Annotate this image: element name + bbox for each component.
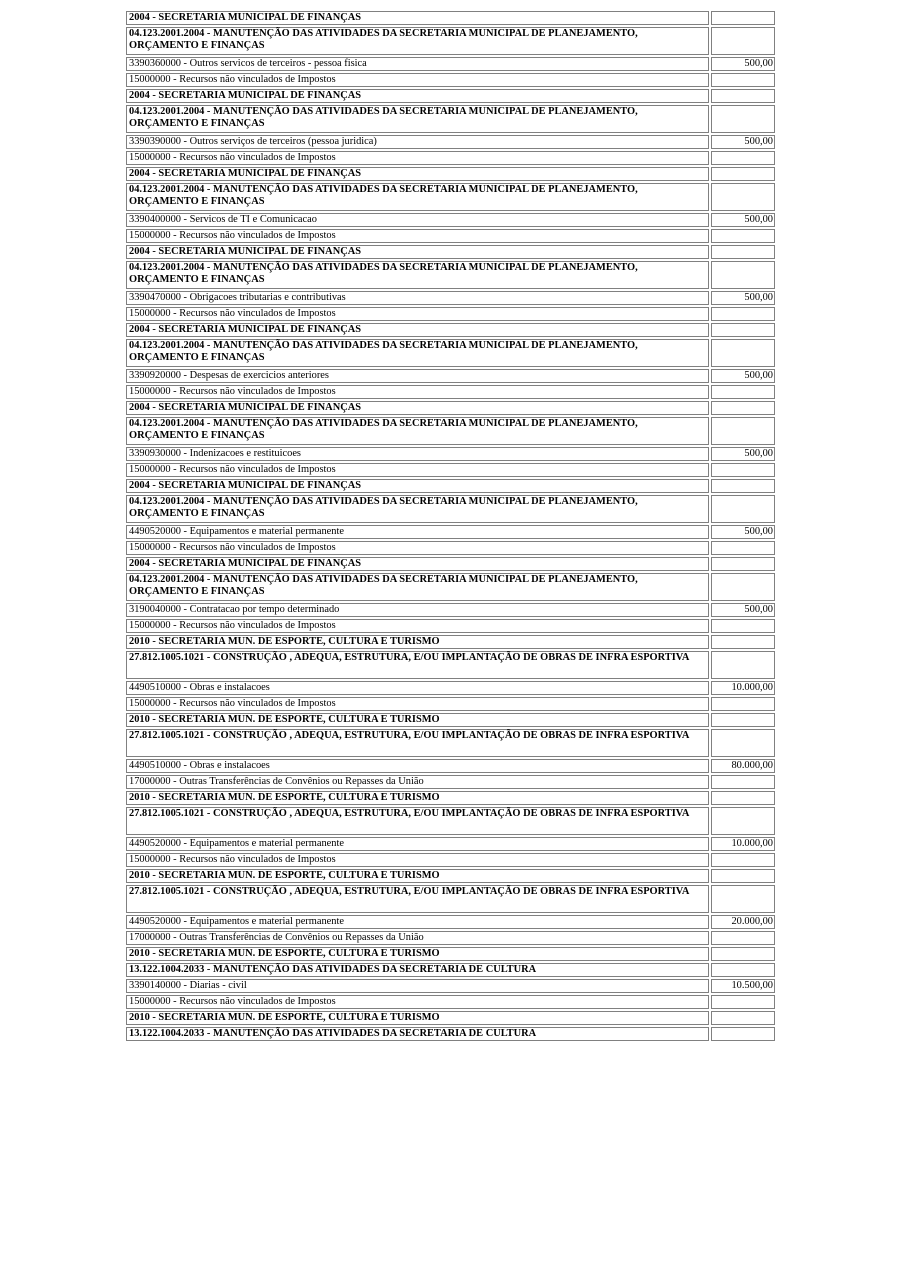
row-value: 500,00 bbox=[711, 213, 775, 227]
row-description: 04.123.2001.2004 - MANUTENÇÃO DAS ATIVIDADES DA SECRETARIA MUNICIPAL DE PLANEJAMENTO, ORÇAMENTO E FINANÇAS bbox=[126, 495, 709, 523]
row-value bbox=[711, 713, 775, 727]
row-description: 2004 - SECRETARIA MUNICIPAL DE FINANÇAS bbox=[126, 401, 709, 415]
row-description: 15000000 - Recursos não vinculados de Impostos bbox=[126, 229, 709, 243]
row-value: 500,00 bbox=[711, 57, 775, 71]
row-value bbox=[711, 557, 775, 571]
row-value bbox=[711, 183, 775, 211]
budget-table-sheet bbox=[126, 11, 775, 1041]
row-value bbox=[711, 229, 775, 243]
row-description: 2010 - SECRETARIA MUN. DE ESPORTE, CULTURA E TURISMO bbox=[126, 791, 709, 805]
table-row bbox=[126, 73, 775, 87]
org-header-row bbox=[126, 713, 775, 727]
row-value bbox=[711, 151, 775, 165]
table-row bbox=[126, 979, 775, 993]
row-description: 15000000 - Recursos não vinculados de Impostos bbox=[126, 853, 709, 867]
row-value bbox=[711, 1027, 775, 1041]
row-value bbox=[711, 73, 775, 87]
org-header-row bbox=[126, 167, 775, 181]
table-row bbox=[126, 853, 775, 867]
row-value bbox=[711, 619, 775, 633]
table-row bbox=[126, 57, 775, 71]
row-value bbox=[711, 995, 775, 1009]
row-value bbox=[711, 651, 775, 679]
row-description: 2004 - SECRETARIA MUNICIPAL DE FINANÇAS bbox=[126, 479, 709, 493]
action-header-row bbox=[126, 417, 775, 445]
row-value bbox=[711, 869, 775, 883]
row-value bbox=[711, 27, 775, 55]
table-row bbox=[126, 151, 775, 165]
action-header-row bbox=[126, 495, 775, 523]
action-header-row bbox=[126, 885, 775, 913]
org-header-row bbox=[126, 479, 775, 493]
row-value bbox=[711, 307, 775, 321]
row-value: 500,00 bbox=[711, 291, 775, 305]
table-row bbox=[126, 213, 775, 227]
row-description: 04.123.2001.2004 - MANUTENÇÃO DAS ATIVIDADES DA SECRETARIA MUNICIPAL DE PLANEJAMENTO, ORÇAMENTO E FINANÇAS bbox=[126, 27, 709, 55]
row-description: 04.123.2001.2004 - MANUTENÇÃO DAS ATIVIDADES DA SECRETARIA MUNICIPAL DE PLANEJAMENTO, ORÇAMENTO E FINANÇAS bbox=[126, 261, 709, 289]
row-description: 3390390000 - Outros serviços de terceiros (pessoa juridica) bbox=[126, 135, 709, 149]
row-description: 15000000 - Recursos não vinculados de Impostos bbox=[126, 307, 709, 321]
table-row bbox=[126, 463, 775, 477]
row-description: 15000000 - Recursos não vinculados de Impostos bbox=[126, 385, 709, 399]
row-description: 4490510000 - Obras e instalacoes bbox=[126, 759, 709, 773]
action-header-row bbox=[126, 183, 775, 211]
table-row bbox=[126, 915, 775, 929]
row-value bbox=[711, 729, 775, 757]
row-description: 2004 - SECRETARIA MUNICIPAL DE FINANÇAS bbox=[126, 11, 709, 25]
org-header-row bbox=[126, 635, 775, 649]
table-row bbox=[126, 837, 775, 851]
row-value bbox=[711, 11, 775, 25]
table-row bbox=[126, 541, 775, 555]
row-description: 15000000 - Recursos não vinculados de Impostos bbox=[126, 697, 709, 711]
org-header-row bbox=[126, 791, 775, 805]
row-description: 2004 - SECRETARIA MUNICIPAL DE FINANÇAS bbox=[126, 245, 709, 259]
org-header-row bbox=[126, 869, 775, 883]
row-description: 4490520000 - Equipamentos e material permanente bbox=[126, 525, 709, 539]
row-value bbox=[711, 885, 775, 913]
row-description: 4490520000 - Equipamentos e material permanente bbox=[126, 915, 709, 929]
row-value bbox=[711, 573, 775, 601]
row-description: 15000000 - Recursos não vinculados de Impostos bbox=[126, 995, 709, 1009]
action-header-row bbox=[126, 105, 775, 133]
row-description: 04.123.2001.2004 - MANUTENÇÃO DAS ATIVIDADES DA SECRETARIA MUNICIPAL DE PLANEJAMENTO, ORÇAMENTO E FINANÇAS bbox=[126, 339, 709, 367]
table-row bbox=[126, 931, 775, 945]
row-value: 500,00 bbox=[711, 135, 775, 149]
row-description: 3390930000 - Indenizacoes e restituicoes bbox=[126, 447, 709, 461]
row-description: 27.812.1005.1021 - CONSTRUÇÃO , ADEQUA, ESTRUTURA, E/OU IMPLANTAÇÃO DE OBRAS DE INFRA ESPORTIVA bbox=[126, 807, 709, 835]
action-header-row bbox=[126, 573, 775, 601]
row-description: 15000000 - Recursos não vinculados de Impostos bbox=[126, 151, 709, 165]
row-value bbox=[711, 541, 775, 555]
row-description: 4490520000 - Equipamentos e material permanente bbox=[126, 837, 709, 851]
row-description: 3390470000 - Obrigacoes tributarias e contributivas bbox=[126, 291, 709, 305]
row-description: 04.123.2001.2004 - MANUTENÇÃO DAS ATIVIDADES DA SECRETARIA MUNICIPAL DE PLANEJAMENTO, ORÇAMENTO E FINANÇAS bbox=[126, 573, 709, 601]
row-description: 15000000 - Recursos não vinculados de Impostos bbox=[126, 73, 709, 87]
table-row bbox=[126, 229, 775, 243]
row-value bbox=[711, 963, 775, 977]
row-description: 2004 - SECRETARIA MUNICIPAL DE FINANÇAS bbox=[126, 167, 709, 181]
row-value: 500,00 bbox=[711, 369, 775, 383]
row-description: 2010 - SECRETARIA MUN. DE ESPORTE, CULTURA E TURISMO bbox=[126, 869, 709, 883]
row-value bbox=[711, 479, 775, 493]
row-description: 4490510000 - Obras e instalacoes bbox=[126, 681, 709, 695]
row-description: 15000000 - Recursos não vinculados de Impostos bbox=[126, 619, 709, 633]
row-description: 2004 - SECRETARIA MUNICIPAL DE FINANÇAS bbox=[126, 323, 709, 337]
row-value bbox=[711, 463, 775, 477]
org-header-row bbox=[126, 1027, 775, 1041]
row-description: 2010 - SECRETARIA MUN. DE ESPORTE, CULTURA E TURISMO bbox=[126, 947, 709, 961]
org-header-row bbox=[126, 11, 775, 25]
row-value bbox=[711, 323, 775, 337]
row-value bbox=[711, 417, 775, 445]
table-row bbox=[126, 385, 775, 399]
row-description: 3390920000 - Despesas de exercicios anteriores bbox=[126, 369, 709, 383]
row-description: 2010 - SECRETARIA MUN. DE ESPORTE, CULTURA E TURISMO bbox=[126, 635, 709, 649]
row-description: 3390140000 - Diarias - civil bbox=[126, 979, 709, 993]
org-header-row bbox=[126, 245, 775, 259]
row-value bbox=[711, 339, 775, 367]
row-description: 2004 - SECRETARIA MUNICIPAL DE FINANÇAS bbox=[126, 89, 709, 103]
row-description: 27.812.1005.1021 - CONSTRUÇÃO , ADEQUA, ESTRUTURA, E/OU IMPLANTAÇÃO DE OBRAS DE INFRA ESPORTIVA bbox=[126, 885, 709, 913]
row-value bbox=[711, 947, 775, 961]
action-header-row bbox=[126, 339, 775, 367]
row-value bbox=[711, 807, 775, 835]
row-value bbox=[711, 775, 775, 789]
budget-table bbox=[124, 9, 777, 1043]
table-row bbox=[126, 291, 775, 305]
row-value bbox=[711, 105, 775, 133]
row-value: 20.000,00 bbox=[711, 915, 775, 929]
row-value: 10.000,00 bbox=[711, 681, 775, 695]
row-description: 13.122.1004.2033 - MANUTENÇÃO DAS ATIVIDADES DA SECRETARIA DE CULTURA bbox=[126, 1027, 709, 1041]
row-value: 500,00 bbox=[711, 603, 775, 617]
action-header-row bbox=[126, 807, 775, 835]
table-row bbox=[126, 775, 775, 789]
row-value bbox=[711, 931, 775, 945]
row-description: 04.123.2001.2004 - MANUTENÇÃO DAS ATIVIDADES DA SECRETARIA MUNICIPAL DE PLANEJAMENTO, ORÇAMENTO E FINANÇAS bbox=[126, 105, 709, 133]
action-header-row bbox=[126, 261, 775, 289]
row-description: 3390400000 - Servicos de TI e Comunicacao bbox=[126, 213, 709, 227]
row-value bbox=[711, 791, 775, 805]
table-row bbox=[126, 135, 775, 149]
row-value bbox=[711, 697, 775, 711]
row-value bbox=[711, 167, 775, 181]
row-value: 80.000,00 bbox=[711, 759, 775, 773]
org-header-row bbox=[126, 947, 775, 961]
row-value bbox=[711, 1011, 775, 1025]
table-row bbox=[126, 759, 775, 773]
table-row bbox=[126, 525, 775, 539]
org-header-row bbox=[126, 963, 775, 977]
row-description: 3190040000 - Contratacao por tempo determinado bbox=[126, 603, 709, 617]
action-header-row bbox=[126, 651, 775, 679]
row-description: 17000000 - Outras Transferências de Convênios ou Repasses da União bbox=[126, 775, 709, 789]
table-row bbox=[126, 995, 775, 1009]
org-header-row bbox=[126, 323, 775, 337]
row-description: 27.812.1005.1021 - CONSTRUÇÃO , ADEQUA, ESTRUTURA, E/OU IMPLANTAÇÃO DE OBRAS DE INFRA ESPORTIVA bbox=[126, 651, 709, 679]
table-row bbox=[126, 307, 775, 321]
org-header-row bbox=[126, 557, 775, 571]
row-value bbox=[711, 385, 775, 399]
table-row bbox=[126, 369, 775, 383]
row-value bbox=[711, 853, 775, 867]
table-row bbox=[126, 681, 775, 695]
row-description: 2010 - SECRETARIA MUN. DE ESPORTE, CULTURA E TURISMO bbox=[126, 1011, 709, 1025]
row-description: 04.123.2001.2004 - MANUTENÇÃO DAS ATIVIDADES DA SECRETARIA MUNICIPAL DE PLANEJAMENTO, ORÇAMENTO E FINANÇAS bbox=[126, 183, 709, 211]
table-row bbox=[126, 619, 775, 633]
row-value: 10.000,00 bbox=[711, 837, 775, 851]
row-description: 2010 - SECRETARIA MUN. DE ESPORTE, CULTURA E TURISMO bbox=[126, 713, 709, 727]
table-row bbox=[126, 697, 775, 711]
row-description: 13.122.1004.2033 - MANUTENÇÃO DAS ATIVIDADES DA SECRETARIA DE CULTURA bbox=[126, 963, 709, 977]
row-value bbox=[711, 245, 775, 259]
row-value bbox=[711, 635, 775, 649]
row-value: 500,00 bbox=[711, 525, 775, 539]
row-description: 15000000 - Recursos não vinculados de Impostos bbox=[126, 463, 709, 477]
row-value bbox=[711, 495, 775, 523]
org-header-row bbox=[126, 401, 775, 415]
row-description: 3390360000 - Outros servicos de terceiros - pessoa fisica bbox=[126, 57, 709, 71]
action-header-row bbox=[126, 729, 775, 757]
row-description: 15000000 - Recursos não vinculados de Impostos bbox=[126, 541, 709, 555]
row-description: 17000000 - Outras Transferências de Convênios ou Repasses da União bbox=[126, 931, 709, 945]
row-value: 10.500,00 bbox=[711, 979, 775, 993]
row-value bbox=[711, 89, 775, 103]
action-header-row bbox=[126, 27, 775, 55]
org-header-row bbox=[126, 1011, 775, 1025]
row-value: 500,00 bbox=[711, 447, 775, 461]
row-description: 2004 - SECRETARIA MUNICIPAL DE FINANÇAS bbox=[126, 557, 709, 571]
budget-table-body bbox=[126, 11, 775, 1041]
org-header-row bbox=[126, 89, 775, 103]
row-description: 04.123.2001.2004 - MANUTENÇÃO DAS ATIVIDADES DA SECRETARIA MUNICIPAL DE PLANEJAMENTO, ORÇAMENTO E FINANÇAS bbox=[126, 417, 709, 445]
row-description: 27.812.1005.1021 - CONSTRUÇÃO , ADEQUA, ESTRUTURA, E/OU IMPLANTAÇÃO DE OBRAS DE INFRA ESPORTIVA bbox=[126, 729, 709, 757]
table-row bbox=[126, 447, 775, 461]
row-value bbox=[711, 401, 775, 415]
row-value bbox=[711, 261, 775, 289]
table-row bbox=[126, 603, 775, 617]
